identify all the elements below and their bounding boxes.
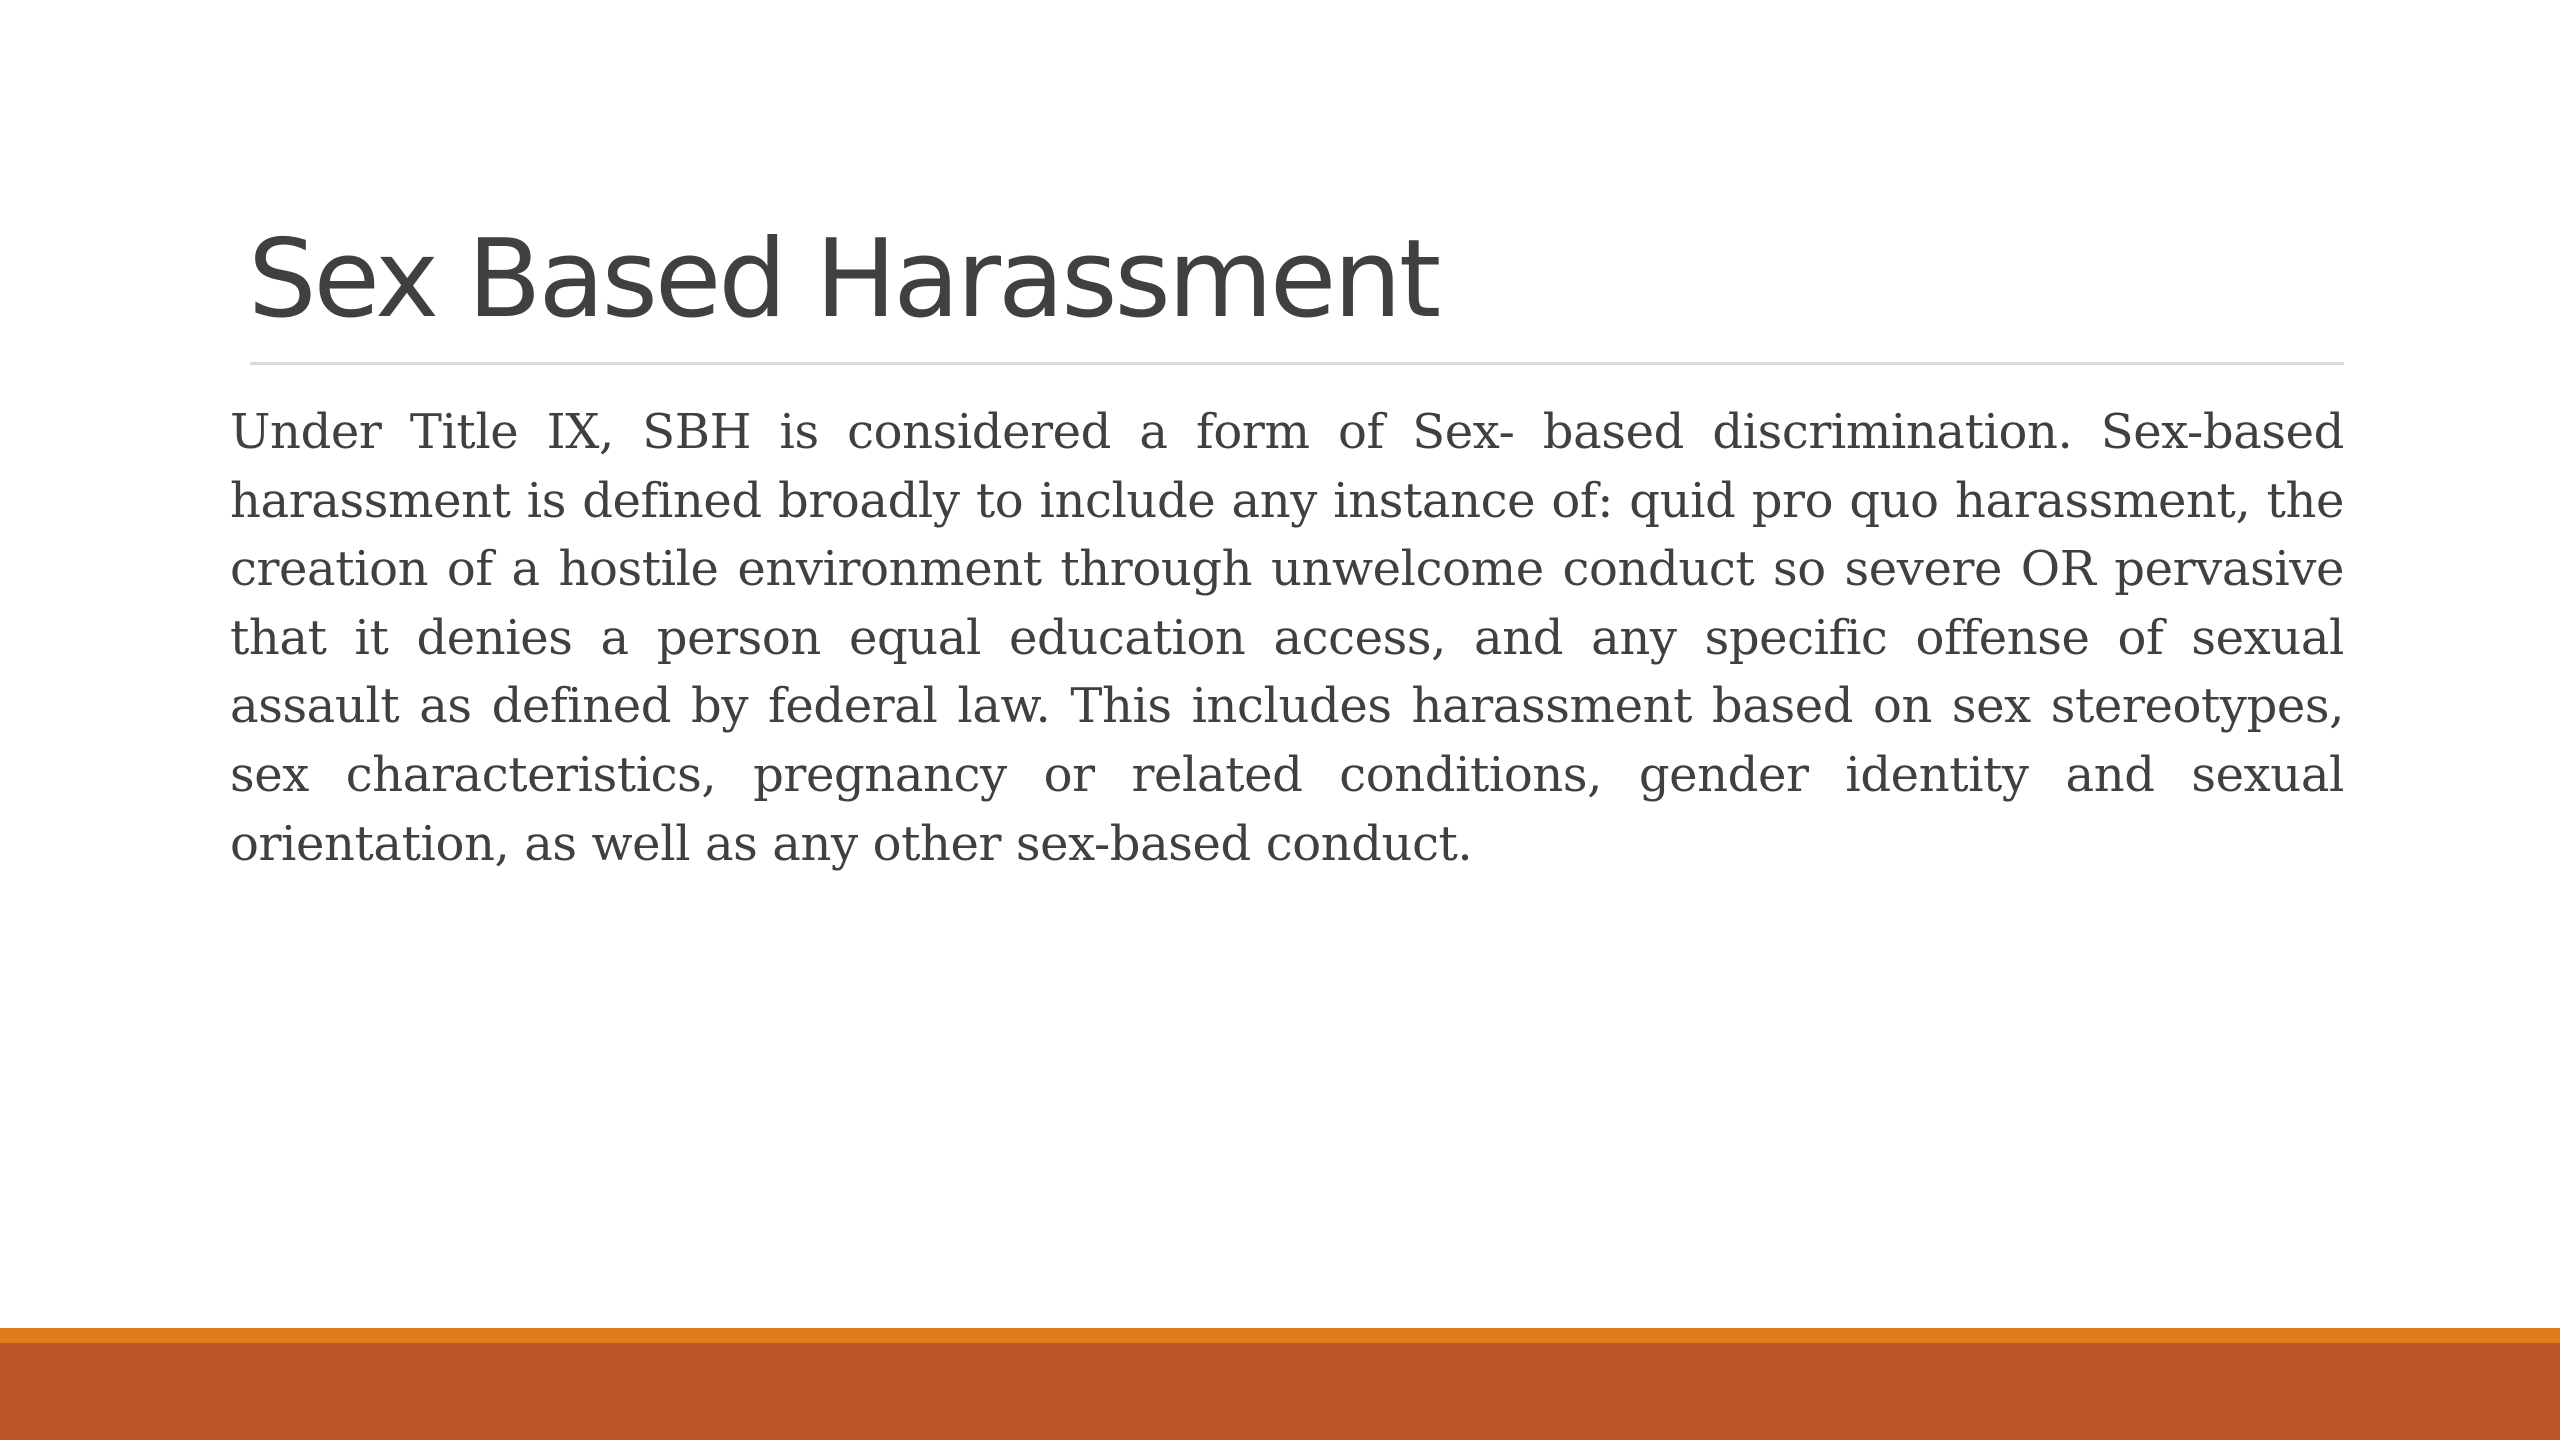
slide-title: Sex Based Harassment [248, 217, 1439, 342]
slide-body-text: Under Title IX, SBH is considered a form of Sex- based discrimination. Sex-based harassment is defined broadly to include any instance of: quid pro quo harassment, the creation of a hostile environment through unwelcome conduct so severe OR pervasive that it denies a person equal education access, and any specific offense of sexual assault as defined by federal law. This includes harassment based on sex stereotypes, sex characteristics, pregnancy or related conditions, gender identity and sexual orientation, as well as any other sex-based conduct. [230, 404, 2344, 872]
footer-band [0, 1343, 2560, 1440]
footer-accent-stripe [0, 1328, 2560, 1343]
title-divider [250, 362, 2344, 365]
